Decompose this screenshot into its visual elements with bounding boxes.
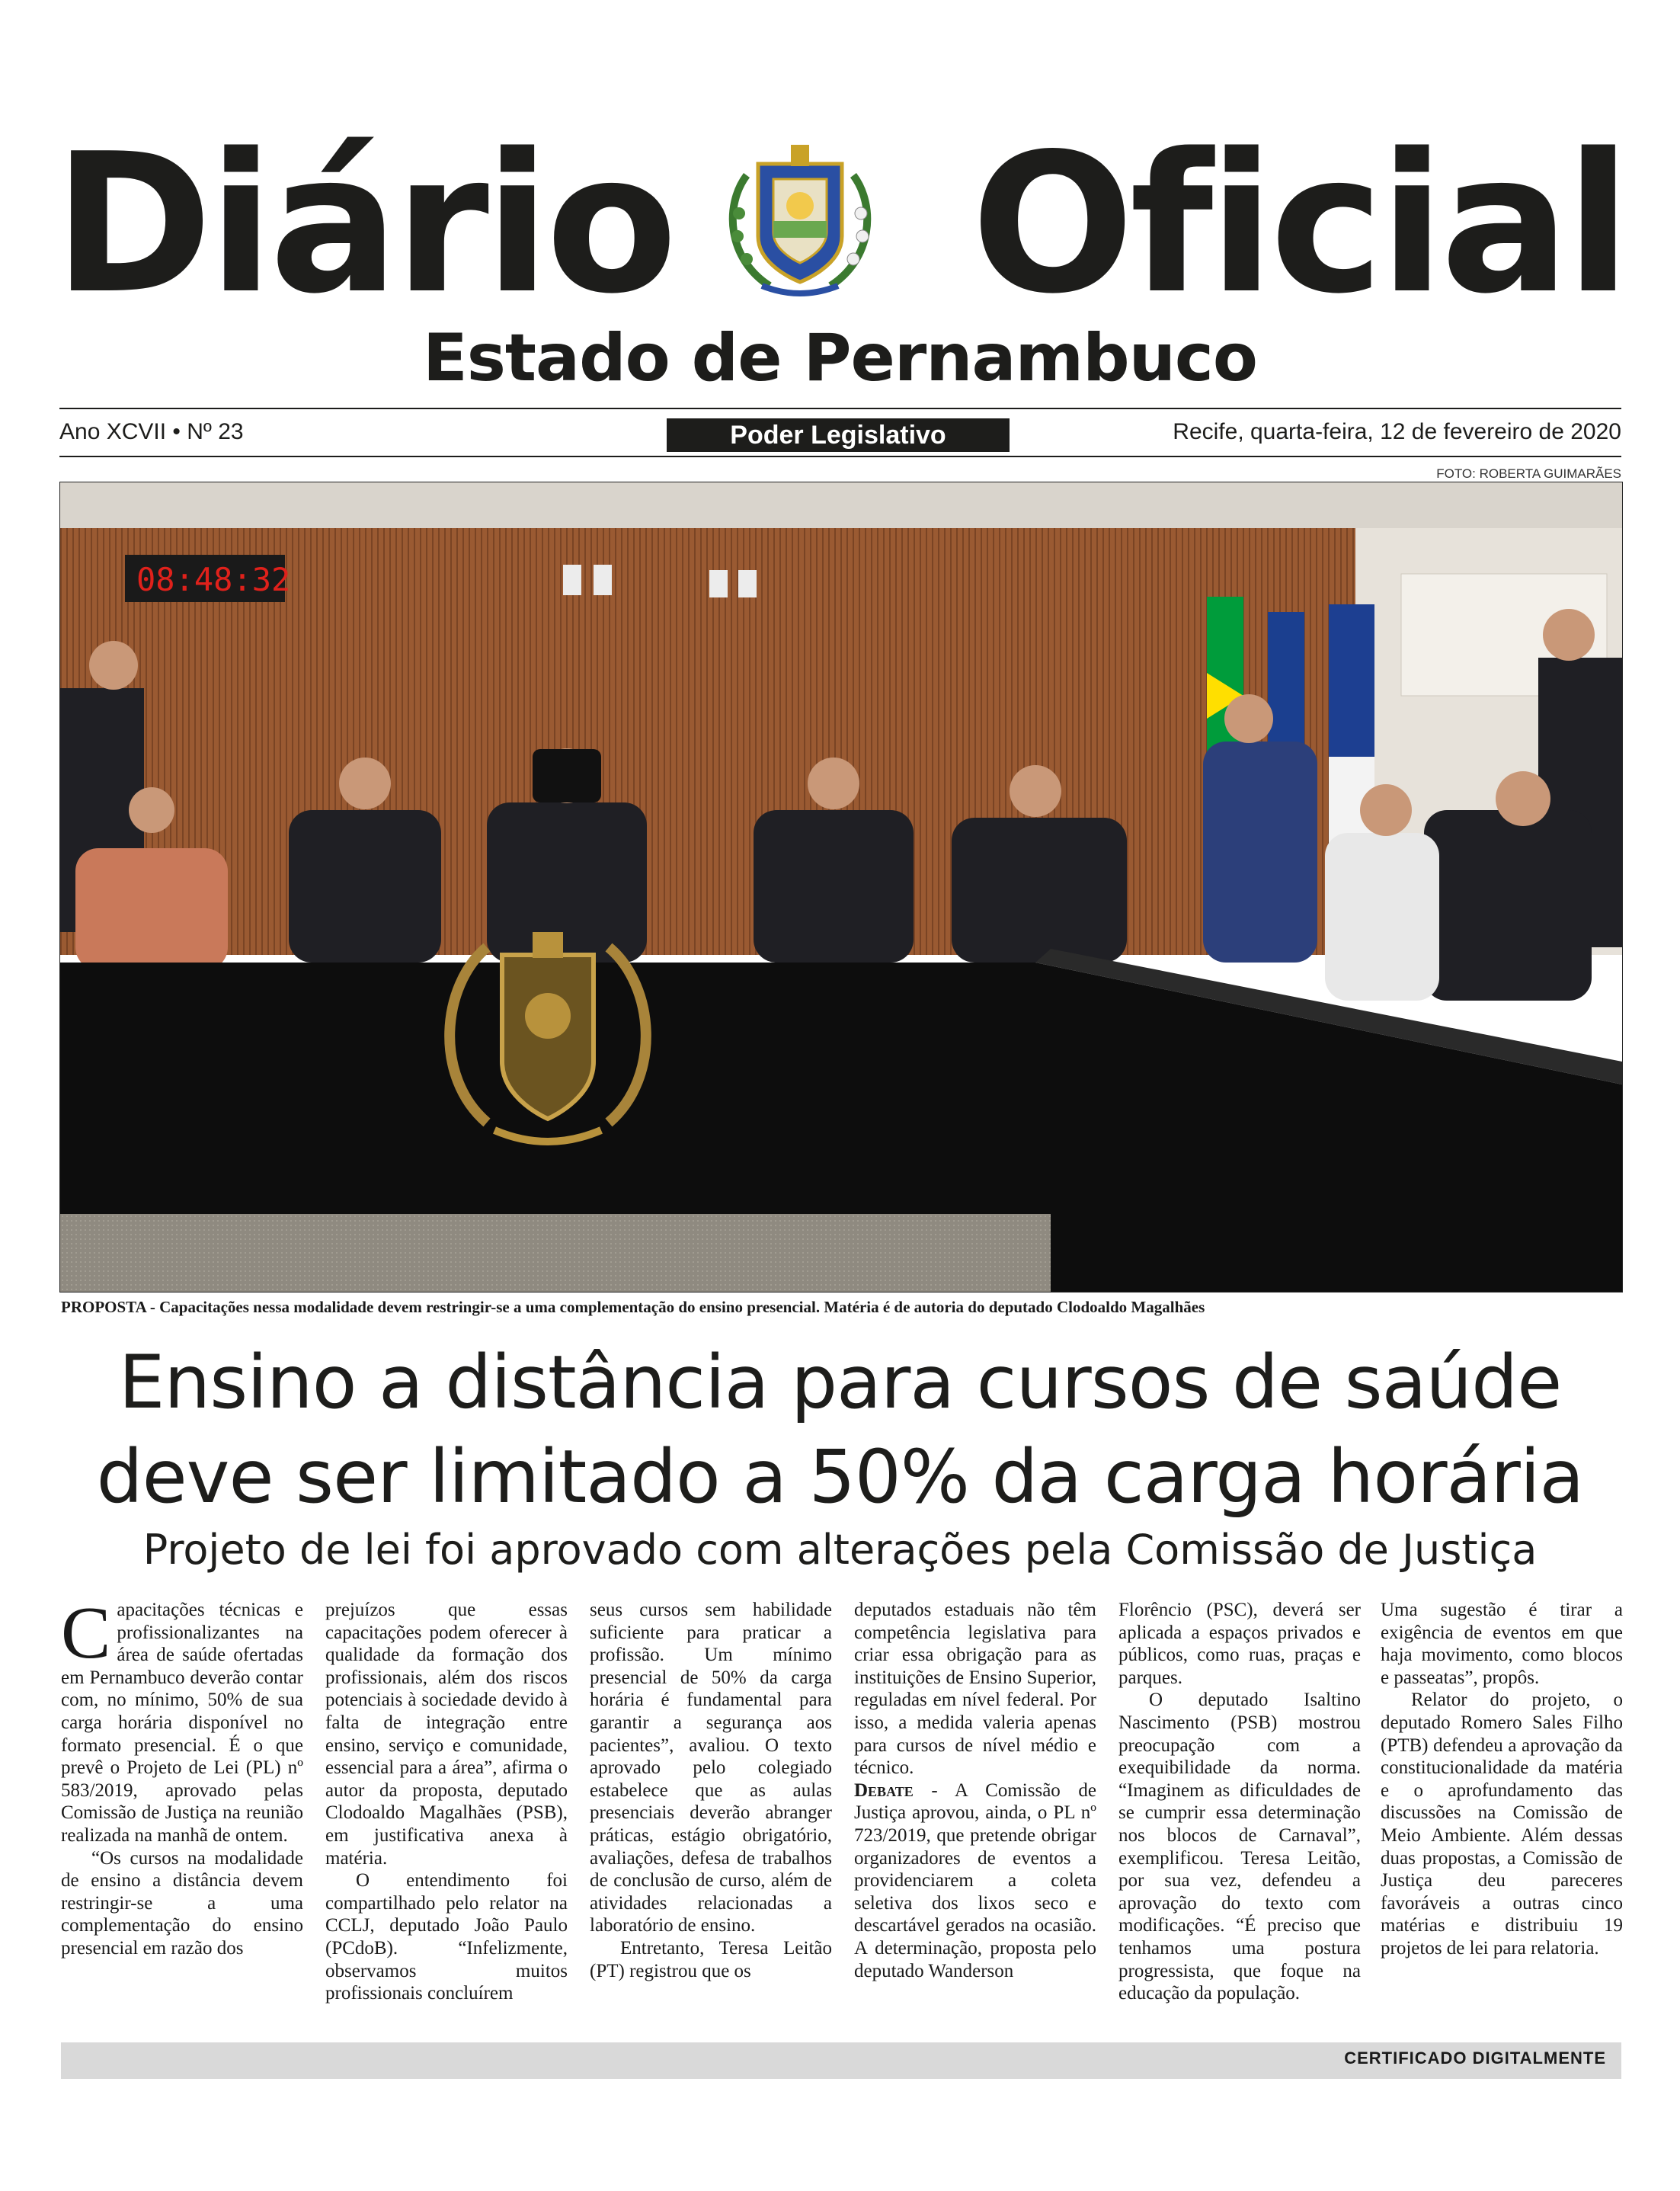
article-column-1 <box>61 1592 303 1960</box>
article-paragraph: “Os cursos na modalidade de ensino a distância devem restringir-se a uma complementação do ensino presencial em razão dos <box>61 1847 303 1959</box>
article-column-3 <box>590 1599 832 1982</box>
section-badge: Poder Legislativo <box>667 418 1010 452</box>
digital-clock: 08:48:32 <box>136 561 291 598</box>
masthead-rule-top <box>59 408 1621 409</box>
article-paragraph: Florêncio (PSC), deverá ser aplicada a espaços privados e públicos, como ruas, praças e parques. <box>1118 1600 1361 1688</box>
masthead-subtitle: Estado de Pernambuco <box>423 320 1257 396</box>
article-paragraph: prejuízos que essas capacitações podem oferecer à qualidade da formação dos profissionais, além dos riscos potenciais à sociedade devido à falta de integração entre ensino, serviço e comunidade, essencial para a área”, afirma o autor da proposta, deputado Clodoaldo Magalhães (PSB), em justificativa anexa à matéria. <box>325 1600 568 1869</box>
article-body <box>61 1592 1623 2026</box>
article-column-2 <box>325 1599 568 2005</box>
article-paragraph: Entretanto, Teresa Leitão (PT) registrou que os <box>590 1937 832 1981</box>
main-photo <box>59 482 1623 1292</box>
article-paragraph: deputados estaduais não têm competência legislativa para criar essa obrigação para as instituições de Ensino Superior, reguladas em nível federal. Por isso, a medida valeria apenas para cursos de nível médio e técnico. <box>854 1600 1096 1779</box>
article-deck: Projeto de lei foi aprovado com alterações pela Comissão de Justiça <box>142 1526 1538 1574</box>
masthead-rule-bottom <box>59 456 1621 457</box>
photo-credit: FOTO: ROBERTA GUIMARÃES <box>1436 466 1621 481</box>
article-paragraph: Relator do projeto, o deputado Romero Sales Filho (PTB) defendeu a aprovação da constitucionalidade da matéria e o aprofundamento das discussões na Comissão de Meio Ambiente. Além dessas duas propostas, a Comissão de Justiça deu pareceres favoráveis a outras cinco matérias e distribuiu 19 projetos de lei para relatoria. <box>1381 1690 1623 1959</box>
article-paragraph: Debate - A Comissão de Justiça aprovou, ainda, o PL nº 723/2019, que pretende obrigar organizadores de eventos a providenciarem a coleta seletiva dos lixos seco e descartável gerados na ocasião. A determinação, proposta pelo deputado Wanderson <box>854 1779 1096 1981</box>
dateline: Recife, quarta-feira, 12 de fevereiro de 2020 <box>1173 419 1621 444</box>
article-column-4 <box>854 1599 1096 1982</box>
headline-line-2: deve ser limitado a 50% da carga horária <box>96 1434 1584 1520</box>
article-paragraph: O entendimento foi compartilhado pelo relator na CCLJ, deputado João Paulo (PCdoB). “Infelizmente, observamos muitos profissionais concluírem <box>325 1870 568 2004</box>
digital-certificate-label: CERTIFICADO DIGITALMENTE <box>1344 2048 1606 2068</box>
title-word-oficial: Oficial <box>971 113 1627 336</box>
headline-line-1: Ensino a distância para cursos de saúde <box>118 1340 1562 1425</box>
article-paragraph: Uma sugestão é tirar a exigência de eventos em que haja movimento, como blocos e passeatas”, propôs. <box>1381 1600 1623 1688</box>
session-room-illustration <box>60 482 1622 1292</box>
edition-number: Ano XCVII • Nº 23 <box>59 419 244 444</box>
drop-cap: C <box>61 1592 111 1674</box>
article-headline <box>0 1335 1680 1524</box>
subhead-lead: Debate <box>854 1779 914 1801</box>
photo-caption: PROPOSTA - Capacitações nessa modalidade devem restringir-se a uma complementação do ensino presencial. Matéria é de autoria do deputado Clodoaldo Magalhães <box>61 1298 1205 1316</box>
article-paragraph: O deputado Isaltino Nascimento (PSB) mostrou preocupação com a exequibilidade da norma. “Imaginem as dificuldades de se cumprir essa determinação nos blocos de Carnaval”, exemplificou. Teresa Leitão, por sua vez, defendeu a aprovação do texto com modificações. “É preciso que tenhamos uma postura progressista, que foque na educação da população. <box>1118 1690 1361 2004</box>
article-column-5 <box>1118 1599 1361 2005</box>
footer-bar <box>61 2042 1621 2079</box>
article-paragraph: Capacitações técnicas e profissionalizantes na área de saúde ofertadas em Pernambuco deverão contar com, no mínimo, 50% de sua carga horária disponível no formato presencial. É o que prevê o Projeto de Lei (PL) nº 583/2019, aprovado pelas Comissão de Justiça na reunião realizada na manhã de ontem. <box>61 1592 303 1846</box>
article-column-6 <box>1381 1599 1623 1960</box>
article-paragraph: seus cursos sem habilidade suficiente para praticar a profissão. Um mínimo presencial de 50% da carga horária é fundamental para garantir a segurança aos pacientes”, avaliou. O texto aprovado pelo colegiado estabelece que as aulas presenciais deverão abranger práticas, estágio obrigatório, avaliações, defesa de trabalhos de conclusão de curso, além de atividades relacionadas a laboratório de ensino. <box>590 1600 832 1936</box>
state-coat-of-arms-icon <box>716 130 884 305</box>
title-word-diario: Diário <box>53 113 674 336</box>
